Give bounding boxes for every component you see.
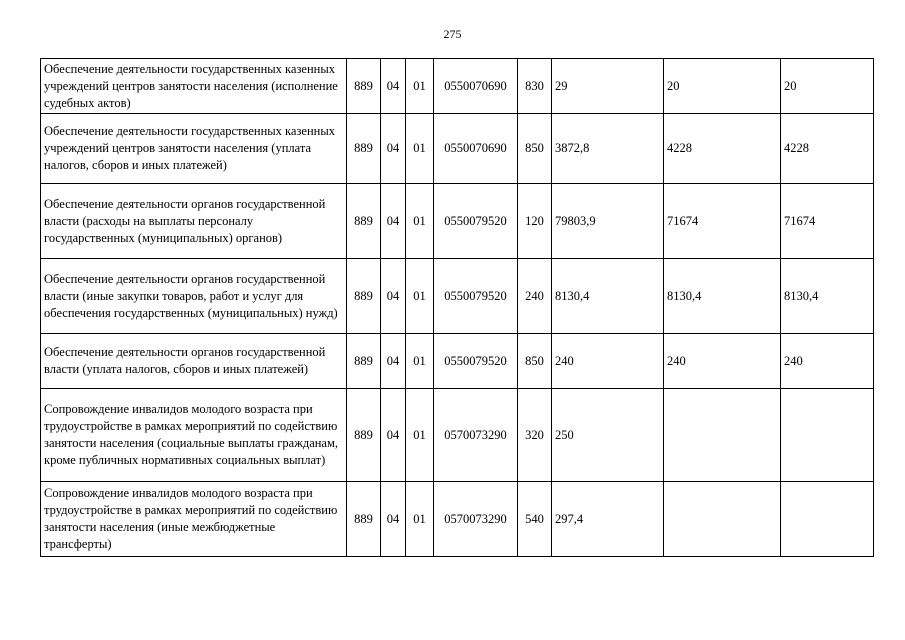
amount-year-1: 240	[552, 334, 664, 389]
target-article-code: 0550070690	[434, 59, 518, 114]
page-number: 275	[443, 27, 462, 41]
table-row	[41, 114, 874, 184]
subsection-code: 01	[406, 59, 434, 114]
expense-type-code: 120	[518, 184, 552, 259]
table-row	[41, 59, 874, 114]
table-row	[41, 334, 874, 389]
target-article-code: 0550079520	[434, 184, 518, 259]
amount-year-2: 20	[664, 59, 781, 114]
amount-year-1: 250	[552, 389, 664, 482]
table-row	[41, 184, 874, 259]
expense-type-code: 850	[518, 334, 552, 389]
section-code: 04	[381, 184, 406, 259]
amount-year-2	[664, 482, 781, 557]
table-row	[41, 482, 874, 557]
row-name: Сопровождение инвалидов молодого возраста при трудоустройстве в рамках мероприятий по содействию занятости населения (иные межбюджетные трансферты)	[41, 482, 347, 557]
grbs-code: 889	[347, 59, 381, 114]
target-article-code: 0550079520	[434, 334, 518, 389]
table-row	[41, 389, 874, 482]
subsection-code: 01	[406, 259, 434, 334]
row-name: Обеспечение деятельности органов государственной власти (иные закупки товаров, работ и услуг для обеспечения государственных (муниципальных) нужд)	[41, 259, 347, 334]
amount-year-3: 4228	[781, 114, 874, 184]
grbs-code: 889	[347, 184, 381, 259]
section-code: 04	[381, 114, 406, 184]
row-name: Обеспечение деятельности государственных казенных учреждений центров занятости населения (исполнение судебных актов)	[41, 59, 347, 114]
grbs-code: 889	[347, 259, 381, 334]
expense-type-code: 850	[518, 114, 552, 184]
subsection-code: 01	[406, 334, 434, 389]
expense-type-code: 540	[518, 482, 552, 557]
table-row	[41, 259, 874, 334]
amount-year-2: 71674	[664, 184, 781, 259]
target-article-code: 0550079520	[434, 259, 518, 334]
grbs-code: 889	[347, 482, 381, 557]
amount-year-3	[781, 389, 874, 482]
row-name: Обеспечение деятельности органов государственной власти (уплата налогов, сборов и иных платежей)	[41, 334, 347, 389]
amount-year-2: 8130,4	[664, 259, 781, 334]
section-code: 04	[381, 59, 406, 114]
grbs-code: 889	[347, 334, 381, 389]
row-name: Обеспечение деятельности органов государственной власти (расходы на выплаты персоналу государственных (муниципальных) органов)	[41, 184, 347, 259]
subsection-code: 01	[406, 114, 434, 184]
amount-year-2: 240	[664, 334, 781, 389]
amount-year-1: 79803,9	[552, 184, 664, 259]
budget-table	[40, 58, 874, 557]
amount-year-1: 3872,8	[552, 114, 664, 184]
expense-type-code: 320	[518, 389, 552, 482]
grbs-code: 889	[347, 114, 381, 184]
amount-year-3	[781, 482, 874, 557]
target-article-code: 0570073290	[434, 389, 518, 482]
row-name: Сопровождение инвалидов молодого возраста при трудоустройстве в рамках мероприятий по содействию занятости населения (социальные выплаты гражданам, кроме публичных нормативных социальных выплат)	[41, 389, 347, 482]
target-article-code: 0570073290	[434, 482, 518, 557]
section-code: 04	[381, 482, 406, 557]
subsection-code: 01	[406, 389, 434, 482]
subsection-code: 01	[406, 482, 434, 557]
target-article-code: 0550070690	[434, 114, 518, 184]
expense-type-code: 240	[518, 259, 552, 334]
amount-year-1: 29	[552, 59, 664, 114]
amount-year-1: 297,4	[552, 482, 664, 557]
section-code: 04	[381, 334, 406, 389]
grbs-code: 889	[347, 389, 381, 482]
amount-year-2	[664, 389, 781, 482]
row-name: Обеспечение деятельности государственных казенных учреждений центров занятости населения (уплата налогов, сборов и иных платежей)	[41, 114, 347, 184]
section-code: 04	[381, 389, 406, 482]
amount-year-2: 4228	[664, 114, 781, 184]
amount-year-3: 8130,4	[781, 259, 874, 334]
amount-year-1: 8130,4	[552, 259, 664, 334]
section-code: 04	[381, 259, 406, 334]
amount-year-3: 20	[781, 59, 874, 114]
expense-type-code: 830	[518, 59, 552, 114]
amount-year-3: 71674	[781, 184, 874, 259]
amount-year-3: 240	[781, 334, 874, 389]
subsection-code: 01	[406, 184, 434, 259]
